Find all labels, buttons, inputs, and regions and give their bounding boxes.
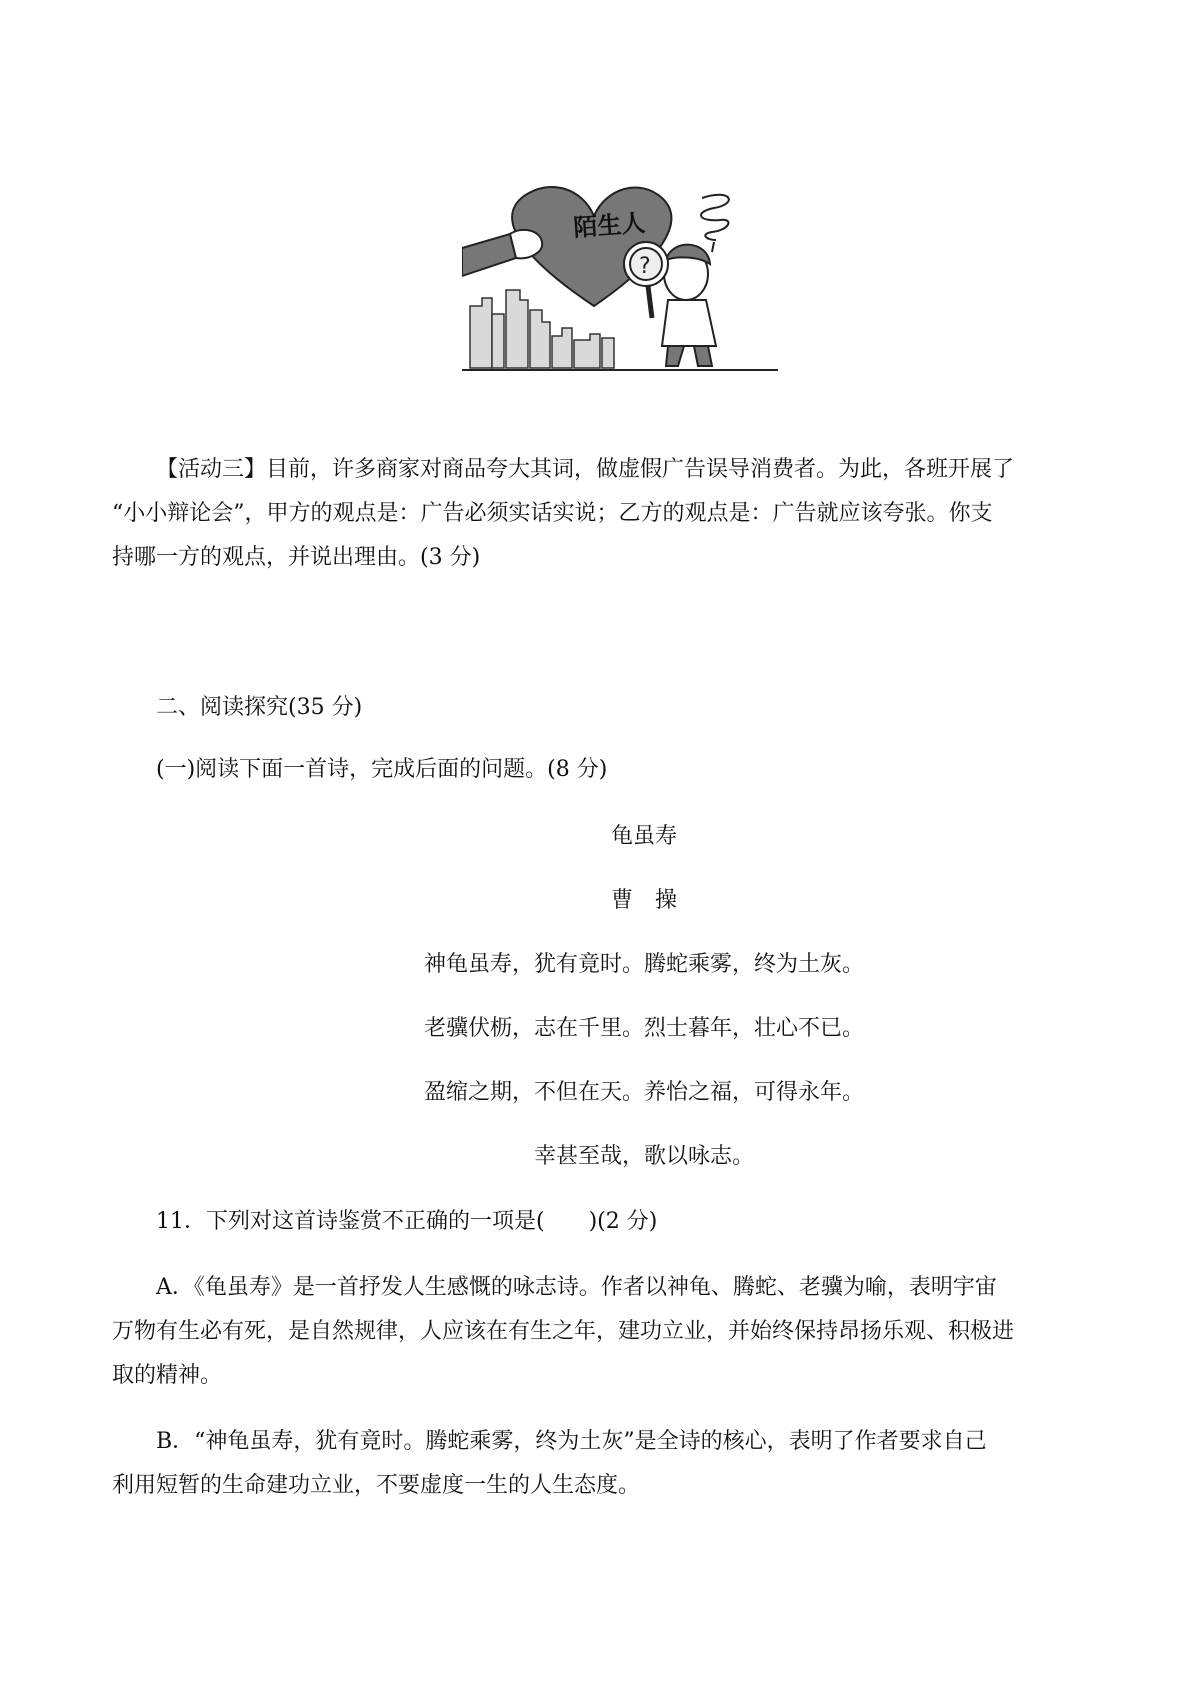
- hand-icon: [462, 230, 542, 276]
- poem-line: 盈缩之期，不但在天。养怡之福，可得永年。: [423, 1080, 864, 1105]
- poem-line: 幸甚至哉，歌以咏志。: [533, 1144, 754, 1169]
- question-stem: 11．下列对这首诗鉴赏不正确的一项是( )(2 分): [156, 1209, 658, 1234]
- activity3-line: “小小辩论会”，甲方的观点是：广告必须实话实说；乙方的观点是：广告就应该夸张。你支: [112, 501, 993, 526]
- option-b-cont: [112, 1464, 1092, 1508]
- poem-title: 龟虽寿: [610, 824, 677, 849]
- boy-icon: [662, 245, 716, 366]
- option-a-cont: [112, 1310, 1092, 1398]
- option-a-line: A．《龟虽寿》是一首抒发人生感慨的咏志诗。作者以神龟、腾蛇、老骥为喻，表明宇宙: [156, 1275, 997, 1300]
- poem-author: 曹 操: [610, 888, 677, 913]
- poem-line: 老骥伏枥，志在千里。烈士暮年，壮心不已。: [423, 1016, 864, 1041]
- magnifier-icon: [624, 242, 668, 318]
- option-b: [112, 1420, 1092, 1464]
- stranger-illustration: [462, 178, 778, 378]
- option-a-line: 万物有生必有死，是自然规律，人应该在有生之年，建功立业，并始终保持昂扬乐观、积极进: [112, 1319, 1015, 1344]
- option-a: [112, 1266, 1092, 1310]
- activity3-line: 持哪一方的观点，并说出理由。(3 分): [112, 545, 481, 570]
- section-title: 二、阅读探究(35 分): [156, 695, 363, 720]
- option-b-line: 利用短暂的生命建功立业，不要虚度一生的人生态度。: [112, 1473, 641, 1498]
- option-b-line: B．“神龟虽寿，犹有竟时。腾蛇乘雾，终为土灰”是全诗的核心，表明了作者要求自己: [156, 1429, 987, 1454]
- option-a-line: 取的精神。: [112, 1363, 223, 1388]
- spiral-icon: [701, 195, 729, 252]
- svg-text:?: ?: [639, 254, 651, 279]
- heart-label: 陌生人: [572, 209, 647, 242]
- poem-line: 神龟虽寿，犹有竟时。腾蛇乘雾，终为土灰。: [423, 952, 864, 977]
- section-subtitle: (一)阅读下面一首诗，完成后面的问题。(8 分): [156, 757, 608, 782]
- activity3-paragraph-cont: [112, 492, 1092, 580]
- activity3-paragraph: [112, 448, 1092, 492]
- activity3-line: 【活动三】目前，许多商家对商品夸大其词，做虚假广告误导消费者。为此，各班开展了: [156, 457, 1015, 482]
